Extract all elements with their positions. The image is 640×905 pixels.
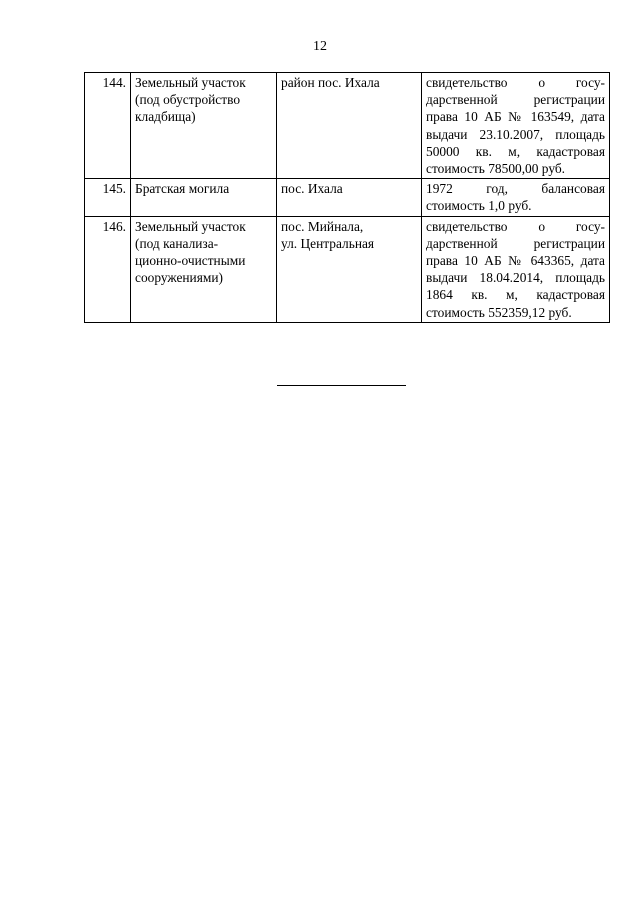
address-line: пос. Ихала xyxy=(281,181,343,197)
address-cell xyxy=(277,73,422,179)
object-name-line: Земельный участок xyxy=(135,218,246,234)
address-cell xyxy=(277,216,422,322)
table-row xyxy=(85,179,610,216)
row-number: 145. xyxy=(85,179,131,216)
object-name-line: (под обустройство xyxy=(135,92,241,108)
row-number: 144. xyxy=(85,73,131,179)
object-name-line: ционно-очистными xyxy=(135,253,246,269)
document-details: свидетельство о госу-дарственной регистрации права 10 АБ № 643365, дата выдачи 18.04.2014, площадь 1864 кв. м, кадастровая стоимость 552359,12 руб. xyxy=(422,216,610,322)
object-name-line: Земельный участок xyxy=(135,75,246,90)
object-name-cell xyxy=(131,179,277,216)
object-name-cell xyxy=(131,216,277,322)
page-number: 12 xyxy=(313,39,327,54)
object-name-line: Братская могила xyxy=(135,181,230,197)
address-line: ул. Центральная xyxy=(281,235,375,251)
row-number: 146. xyxy=(85,216,131,322)
object-name-line: сооружениями) xyxy=(135,270,223,286)
object-name-cell xyxy=(131,73,277,179)
table-row xyxy=(85,73,610,179)
end-of-document-rule xyxy=(277,385,406,386)
property-register-table xyxy=(84,72,610,323)
document-details: 1972 год, балансовая стоимость 1,0 руб. xyxy=(422,179,610,216)
address-line: пос. Мийнала, xyxy=(281,218,364,234)
object-name-line: кладбища) xyxy=(135,109,196,125)
document-details: свидетельство о госу-дарственной регистрации права 10 АБ № 163549, дата выдачи 23.10.2007, площадь 50000 кв. м, кадастровая стоимость 78500,00 руб. xyxy=(422,73,610,179)
table-row xyxy=(85,216,610,322)
address-line: район пос. Ихала xyxy=(281,75,380,90)
object-name-line: (под канализа- xyxy=(135,235,219,251)
address-cell xyxy=(277,179,422,216)
